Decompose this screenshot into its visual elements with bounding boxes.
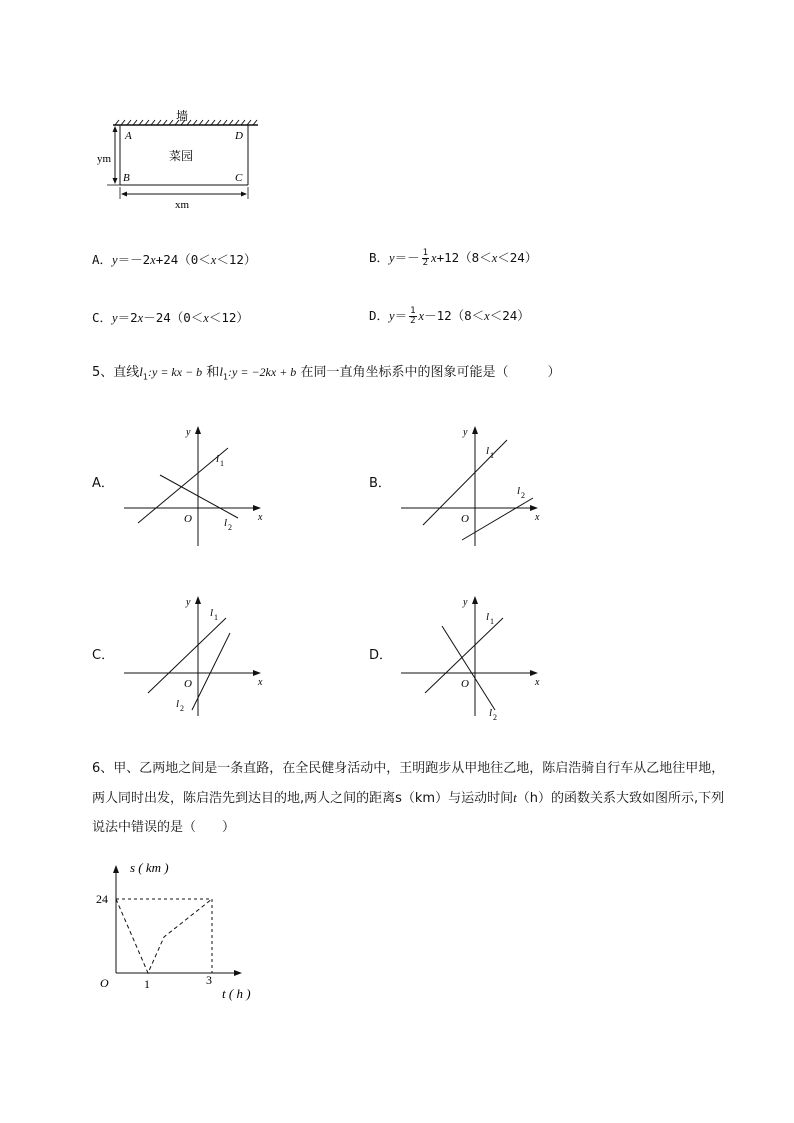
- line-l2-label: l: [224, 517, 228, 529]
- y-axis-arrow: [472, 596, 478, 604]
- q5-label-a[interactable]: A．: [92, 476, 114, 491]
- line-l1: [138, 448, 228, 523]
- q5-label-b[interactable]: B．: [369, 476, 391, 491]
- line-l1-subscript: 1: [490, 451, 494, 460]
- x-axis-label: t ( h ): [222, 986, 251, 1001]
- line-l1-subscript: 1: [490, 617, 494, 626]
- q5-graph-b: [397, 420, 547, 550]
- line-l1-label: l: [486, 611, 490, 623]
- line-l2: [160, 475, 238, 518]
- x-axis-arrow: [530, 670, 538, 676]
- vertex-a: A: [125, 130, 132, 142]
- vertex-b: B: [123, 172, 130, 184]
- line-l1-subscript: 1: [220, 459, 224, 468]
- vertex-d: D: [235, 130, 243, 142]
- x-tick-3: 3: [206, 973, 212, 987]
- line-l2-subscript: 2: [493, 713, 497, 722]
- q4-option-b[interactable]: B．y＝－ $\frac{1}{2}$ x+12（8＜x＜24）: [369, 248, 538, 268]
- line-l1-label: l: [210, 607, 214, 619]
- q4-option-a[interactable]: A．y＝－2x+24（0＜x＜12）: [92, 252, 257, 267]
- origin-label: O: [100, 976, 109, 990]
- y-axis-arrow: [195, 596, 201, 604]
- line-l2-label: l: [489, 707, 493, 719]
- line-l2-subscript: 2: [521, 491, 525, 500]
- origin-label: O: [461, 678, 469, 690]
- fraction: $\frac{1}{2}$: [422, 248, 429, 268]
- line-l2-subscript: 2: [228, 523, 232, 532]
- q5-graph-a: [120, 420, 270, 550]
- q5-label-c[interactable]: C．: [92, 648, 115, 663]
- q5-stem: 5、直线$l_1:y$ = kx − b 和$l_1:y = -2kx + b$ 在同一直角坐标系中的图象可能是（ ）: [92, 364, 561, 382]
- y-axis-label: y: [463, 597, 468, 608]
- x-axis-label: x: [535, 512, 540, 523]
- x-axis-arrow: [253, 505, 261, 511]
- y-axis-arrow: [472, 426, 478, 434]
- y-axis-label: y: [463, 427, 468, 438]
- distance-time-graph: [92, 855, 282, 1010]
- vertex-c: C: [235, 172, 243, 184]
- origin-label: O: [184, 513, 192, 525]
- x-axis-label: x: [258, 677, 263, 688]
- y-axis-label: y: [186, 427, 191, 438]
- wall-label: 墙: [176, 109, 189, 123]
- y-axis-label: y: [186, 597, 191, 608]
- x-axis-arrow: [530, 505, 538, 511]
- y-axis-arrow: [195, 426, 201, 434]
- garden-figure: [95, 105, 270, 215]
- line-l2: [442, 626, 495, 710]
- line-l1-subscript: 1: [214, 613, 218, 622]
- q5-graph-c: [120, 590, 270, 725]
- line-l2-subscript: 2: [180, 704, 184, 713]
- line-l1-label: l: [486, 445, 490, 457]
- q6-stem: 6、甲、乙两地之间是一条直路，在全民健身活动中，王明跑步从甲地往乙地，陈启浩骑自行车从乙地往甲地，两人同时出发，陈启浩先到达目的地,两人之间的距离s（km）与运动时间t（h）的函数关系大致如图所示,下列说法中错误的是（ ）: [92, 761, 725, 835]
- x-axis-arrow: [253, 670, 261, 676]
- x-axis-label: x: [258, 512, 263, 523]
- x-tick-1: 1: [144, 977, 150, 991]
- line-l2: [462, 498, 533, 540]
- line-l2-label: l: [517, 485, 521, 497]
- garden-label: 菜园: [169, 149, 194, 163]
- y-axis-label: s ( km ): [130, 860, 169, 875]
- x-dimension-label: xm: [175, 199, 190, 211]
- origin-label: O: [184, 678, 192, 690]
- y-dimension-label: ym: [97, 153, 112, 165]
- q4-option-d[interactable]: D．y＝ $\frac{1}{2}$ x－12（8＜x＜24）: [369, 306, 530, 326]
- fraction: $\frac{1}{2}$: [410, 306, 416, 326]
- q5-label-d[interactable]: D．: [369, 648, 393, 663]
- line-l2-label: l: [176, 698, 180, 710]
- origin-label: O: [461, 513, 469, 525]
- x-axis-label: x: [535, 677, 540, 688]
- line-l1-label: l: [216, 453, 220, 465]
- q4-option-c[interactable]: C．y＝2x－24（0＜x＜12）: [92, 310, 249, 325]
- y-tick-24: 24: [96, 892, 108, 906]
- q5-graph-d: [397, 590, 547, 725]
